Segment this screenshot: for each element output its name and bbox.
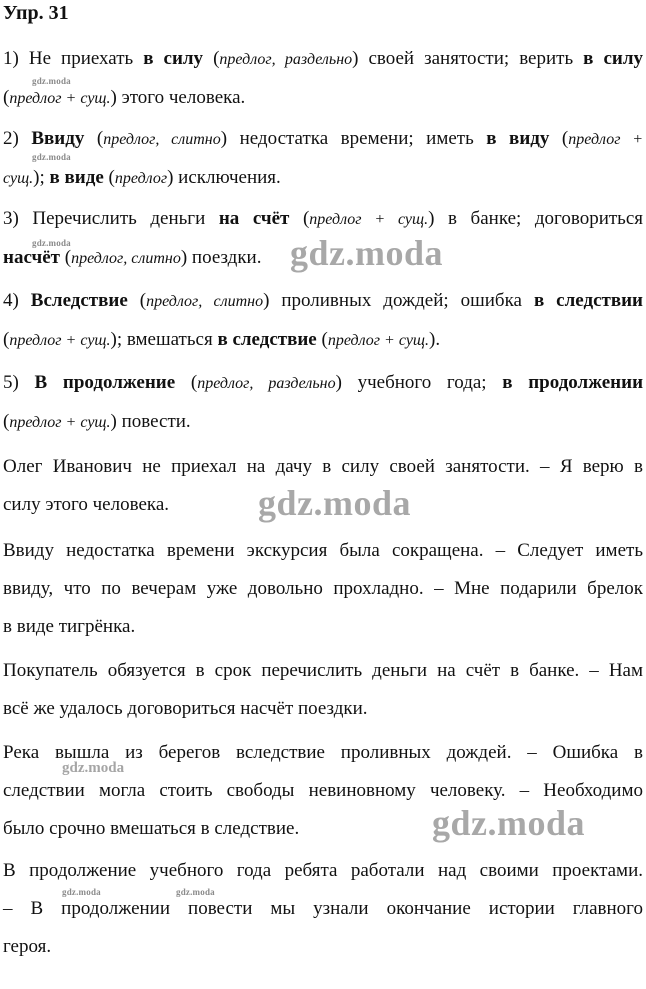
key-word: В продолжение	[34, 372, 176, 393]
text-run: ) своей занятости; верить	[352, 48, 584, 69]
text-run: ).	[429, 329, 441, 350]
text-run: ) этого человека.	[110, 87, 246, 108]
answer-line	[3, 282, 643, 321]
watermark-small: gdz.moda	[32, 238, 71, 248]
text-run: ) повести.	[110, 411, 191, 432]
example-paragraph	[3, 852, 643, 966]
paragraph-line: В продолжение учебного года ребята работали над своими проектами.	[3, 860, 643, 881]
key-word: насчёт	[3, 247, 60, 268]
key-word: Ввиду	[31, 128, 85, 149]
grammar-note: предлог + сущ.	[309, 211, 429, 228]
item-number: 5)	[3, 372, 19, 393]
watermark-medium: gdz.moda	[62, 760, 125, 776]
text-run: (	[203, 48, 220, 69]
paragraph-line: героя.	[3, 936, 52, 957]
key-word: на счёт	[218, 208, 290, 229]
key-word: Вследствие	[30, 290, 128, 311]
text-run: ) проливных дождей; ошибка	[263, 290, 534, 311]
exercise-title: Упр. 31	[3, 2, 69, 24]
grammar-note: предлог + сущ.	[327, 332, 430, 349]
key-word: в следствии	[533, 290, 643, 311]
grammar-note: предлог + сущ.	[9, 332, 111, 349]
paragraph-line: ввиду, что по вечерам уже довольно прохладно. – Мне подарили брелок	[3, 578, 643, 599]
grammar-note: предлог, раздельно	[197, 375, 336, 392]
paragraph-line: следствии могла стоить свободы невиновному человеку. – Необходимо	[3, 780, 643, 801]
text-run: (	[127, 290, 147, 311]
text-run: (	[3, 329, 10, 350]
answer-item	[3, 120, 643, 198]
text-run: ) учебного года;	[335, 372, 503, 393]
answer-line	[3, 159, 643, 198]
text-run: (	[175, 372, 198, 393]
paragraph-line: Ввиду недостатка времени экскурсия была сокращена. – Следует иметь	[3, 540, 643, 561]
text-run: ) исключения.	[167, 167, 281, 188]
answer-line	[3, 79, 643, 118]
text-run: ) недостатка времени; иметь	[220, 128, 487, 149]
text-run: (	[3, 87, 10, 108]
example-paragraph	[3, 532, 643, 646]
key-word: в силу	[143, 48, 204, 69]
grammar-note: предлог + сущ.	[9, 90, 111, 107]
grammar-note: предлог, раздельно	[219, 51, 353, 68]
key-word: в виду	[486, 128, 550, 149]
paragraph-line: Река вышла из берегов вследствие проливных дождей. – Ошибка в	[3, 742, 643, 763]
text-run	[19, 128, 32, 149]
text-run: ) в банке; договориться	[428, 208, 644, 229]
answer-line	[3, 40, 643, 79]
text-run: Перечислить деньги	[18, 208, 219, 229]
item-number: 3)	[3, 208, 19, 229]
paragraph-line: всё же удалось договориться насчёт поездки.	[3, 698, 368, 719]
answer-line	[3, 364, 643, 403]
grammar-note: предлог, слитно	[146, 293, 264, 310]
key-word: в виде	[49, 167, 104, 188]
key-word: в следствие	[217, 329, 317, 350]
text-run: Не приехать	[18, 48, 144, 69]
paragraph-line: было срочно вмешаться в следствие.	[3, 818, 300, 839]
answer-line	[3, 120, 643, 159]
answer-item	[3, 40, 643, 118]
grammar-note: предлог +	[568, 131, 644, 148]
grammar-note: сущ.	[3, 170, 34, 187]
watermark-small: gdz.moda	[32, 152, 71, 162]
item-number: 4)	[3, 290, 19, 311]
text-run: (	[84, 128, 104, 149]
answer-line	[3, 321, 643, 360]
item-number: 1)	[3, 48, 19, 69]
key-word: в продолжении	[502, 372, 644, 393]
paragraph-line: – В продолжении повести мы узнали окончание истории главного	[3, 898, 643, 919]
grammar-note: предлог	[114, 170, 168, 187]
grammar-note: предлог + сущ.	[9, 414, 111, 431]
example-paragraph	[3, 652, 643, 728]
text-run: (	[103, 167, 115, 188]
watermark-logo: gdz.moda	[432, 803, 586, 843]
text-run: (	[59, 247, 72, 268]
text-run	[19, 372, 35, 393]
key-word: в силу	[583, 48, 643, 69]
text-run	[19, 290, 31, 311]
text-run: );	[33, 167, 50, 188]
text-run: (	[549, 128, 569, 149]
paragraph-line: силу этого человека.	[3, 494, 169, 515]
item-number: 2)	[3, 128, 19, 149]
text-run: (	[316, 329, 328, 350]
text-run: ) поездки.	[180, 247, 262, 268]
text-run: (	[3, 411, 10, 432]
watermark-logo: gdz.moda	[258, 483, 412, 523]
grammar-note: предлог, слитно	[71, 250, 181, 267]
paragraph-line: Олег Иванович не приехал на дачу в силу своей занятости. – Я верю в	[3, 456, 643, 477]
watermark-small: gdz.moda	[62, 887, 101, 897]
answer-item	[3, 282, 643, 360]
watermark-logo: gdz.moda	[290, 233, 444, 273]
watermark-small: gdz.moda	[32, 76, 71, 86]
text-run: (	[289, 208, 310, 229]
answer-item	[3, 364, 643, 442]
text-run: ); вмешаться	[110, 329, 218, 350]
watermark-small: gdz.moda	[176, 887, 215, 897]
answer-line	[3, 403, 643, 442]
paragraph-line: Покупатель обязуется в срок перечислить деньги на счёт в банке. – Нам	[3, 660, 643, 681]
grammar-note: предлог, слитно	[103, 131, 221, 148]
paragraph-line: в виде тигрёнка.	[3, 616, 136, 637]
